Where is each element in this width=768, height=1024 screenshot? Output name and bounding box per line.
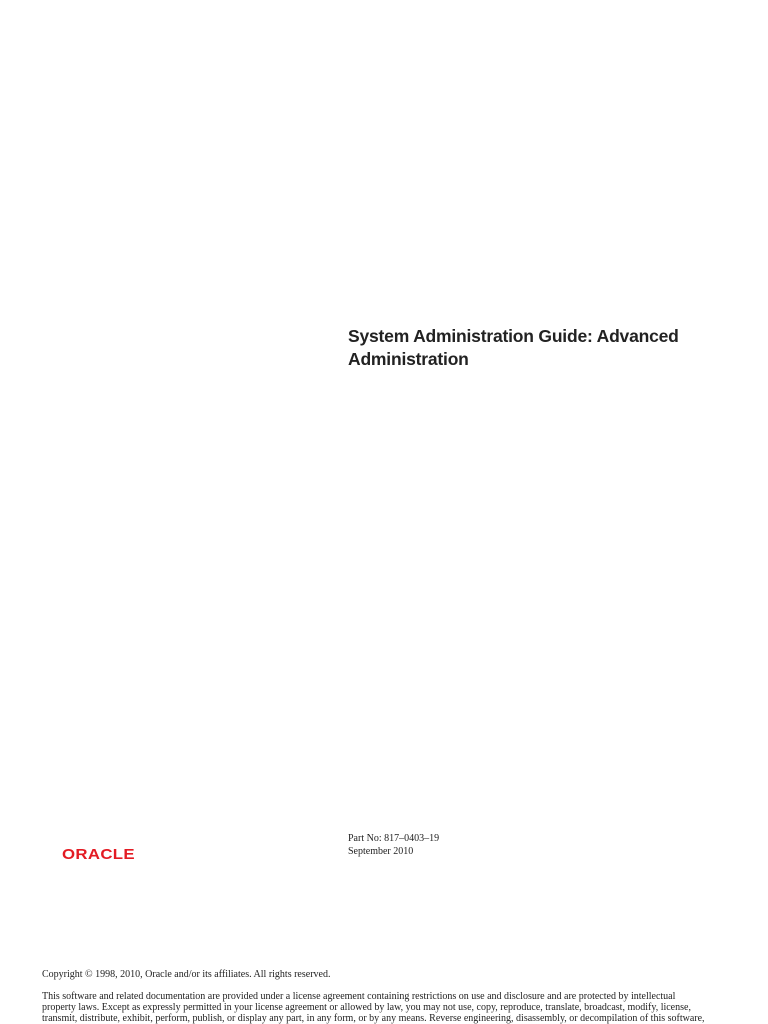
license-line-2: property laws. Except as expressly permitted in your license agreement or allowed by law, you may not use, copy, reproduce, translate, broadcast, modify, license,	[42, 1002, 691, 1013]
copyright-notice: Copyright © 1998, 2010, Oracle and/or its affiliates. All rights reserved.	[42, 969, 331, 980]
page-title	[348, 325, 748, 371]
license-text	[42, 991, 705, 1024]
license-line-3: transmit, distribute, exhibit, perform, publish, or display any part, in any form, or by any means. Reverse engineering, disassembly, or decompilation of this software,	[42, 1013, 705, 1024]
legal-notice	[42, 969, 705, 1024]
publication-date: September 2010	[348, 846, 414, 857]
title-line-1: System Administration Guide: Advanced	[348, 326, 679, 346]
part-info	[348, 832, 439, 858]
title-line-2: Administration	[348, 349, 469, 369]
part-number: Part No: 817–0403–19	[348, 833, 440, 844]
oracle-logo: ORACLE	[62, 846, 135, 863]
license-line-1: This software and related documentation are provided under a license agreement containing restrictions on use and disclosure and are protected by intellectual	[42, 991, 676, 1002]
